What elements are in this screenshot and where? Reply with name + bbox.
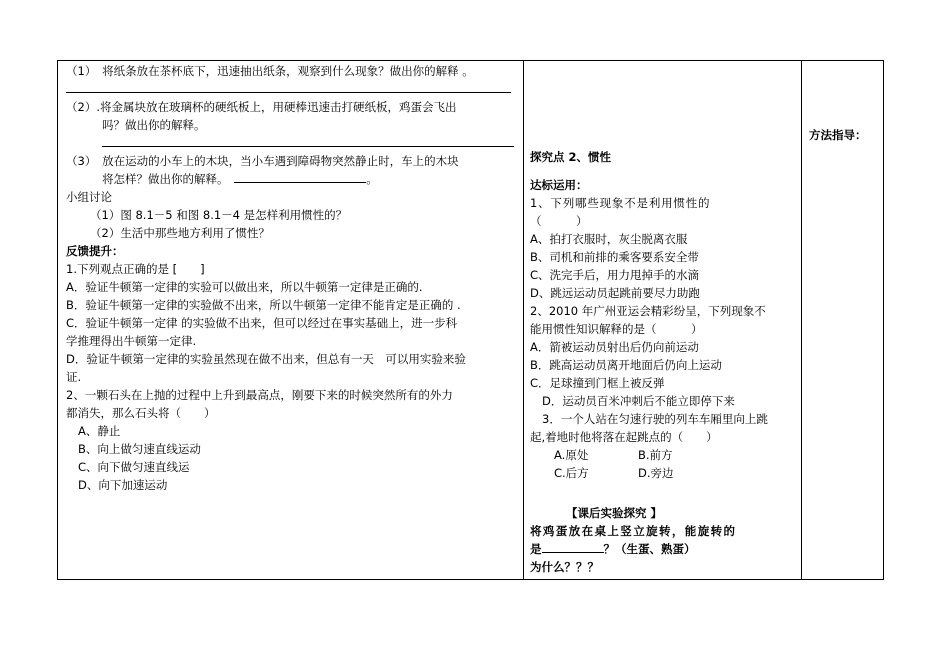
practice-question-2-line2: 能用惯性知识解释的是（ ） [530, 322, 703, 336]
option-row: C.后方 D.旁边 [554, 466, 674, 480]
option-line: A、拍打衣服时，灰尘脱离衣服 [530, 232, 688, 246]
option-row: A.原处 B.前方 [554, 448, 673, 462]
option-line: B．跳高运动员离开地面后仍向上运动 [530, 358, 722, 372]
after-class-line: 是 ？（生蛋、熟蛋） [530, 542, 696, 556]
left-column [66, 62, 521, 579]
practice-question-1-line2: （ ） [530, 214, 588, 228]
option-line: B、向上做匀速直线运动 [78, 442, 201, 456]
option-line: A、静止 [78, 424, 121, 438]
option-line: 学推理得出牛顿第一定律. [66, 334, 197, 348]
option-line: 证. [66, 370, 82, 384]
option-line: D、跳远运动员起跳前要尽力助跑 [530, 286, 700, 300]
answer-blank-1[interactable] [66, 80, 511, 93]
practice-question-2: 2、2010 年广州亚运会精彩纷呈，下列现象不 [530, 304, 766, 318]
option-line: B．验证牛顿第一定律的实验做不出来，所以牛顿第一定律不能肯定是正确的 . [66, 298, 461, 312]
practice-question-3: 3．一个人站在匀速行驶的列车车厢里向上跳 [542, 412, 768, 426]
option-line: C、向下做匀速直线运 [78, 460, 190, 474]
answer-blank-4[interactable] [542, 540, 604, 553]
answer-blank-2[interactable] [102, 134, 514, 147]
question-2: （2）.将金属块放在玻璃杯的硬纸板上，用硬棒迅速击打硬纸板，鸡蛋会飞出 [66, 100, 457, 114]
topic-title: 探究点 2、惯性 [530, 150, 612, 164]
answer-blank-3[interactable] [234, 170, 366, 183]
column-divider-1 [523, 61, 524, 579]
group-discussion-title: 小组讨论 [66, 190, 112, 204]
after-class-line: 将鸡蛋放在桌上竖立旋转，能旋转的 [530, 524, 737, 538]
option-line: C、洗完手后，用力甩掉手的水滴 [530, 268, 700, 282]
option-line: A．验证牛顿第一定律的实验可以做出来，所以牛顿第一定律是正确的. [66, 280, 423, 294]
option-line: A．箭被运动员射出后仍向前运动 [530, 340, 699, 354]
question-1: （1） 将纸条放在茶杯底下，迅速抽出纸条，观察到什么现象？做出你的解释 。 [66, 64, 474, 78]
practice-title: 达标运用： [530, 178, 588, 192]
method-guidance-title: 方法指导： [809, 128, 867, 142]
column-divider-2 [801, 61, 802, 579]
right-column [809, 126, 881, 579]
question-2-line2: 吗？做出你的解释。 [102, 118, 206, 132]
middle-column [530, 148, 798, 579]
practice-question-1: 1、下列哪些现象不是利用惯性的 [530, 196, 711, 210]
option-line: B、司机和前排的乘客要系安全带 [530, 250, 699, 264]
question-3: （3） 放在运动的小车上的木块，当小车遇到障碍物突然静止时，车上的木块 [66, 154, 459, 168]
discussion-item: （2）生活中那些地方利用了惯性？ [90, 226, 270, 240]
option-line: D．运动员百米冲刺后不能立即停下来 [542, 394, 735, 408]
option-line: C．足球撞到门框上被反弹 [530, 376, 665, 390]
after-class-title: 【课后实验探究 】 [566, 506, 663, 520]
worksheet-table [57, 60, 884, 580]
question-3-line2: 将怎样？做出你的解释。 。 [102, 172, 378, 186]
practice-question-3-line2: 起,着地时他将落在起跳点的（ ） [530, 430, 718, 444]
option-line: D．验证牛顿第一定律的实验虽然现在做不出来，但总有一天 可以用实验来验 [66, 352, 466, 366]
feedback-question-2: 2、一颗石头在上抛的过程中上升到最高点，刚要下来的时候突然所有的外力 [66, 388, 453, 402]
after-class-line: 为什么？？？ [530, 560, 599, 574]
option-line: D、向下加速运动 [78, 478, 168, 492]
feedback-question-1: 1.下列观点正确的是 [ ] [66, 262, 205, 276]
option-line: C．验证牛顿第一定律 的实验做不出来，但可以经过在事实基础上，进一步科 [66, 316, 458, 330]
feedback-question-2-line2: 都消失，那么石头将（ ） [66, 406, 216, 420]
feedback-title: 反馈提升： [66, 244, 124, 258]
discussion-item: （1）图 8.1－5 和图 8.1－4 是怎样利用惯性的？ [90, 208, 348, 222]
